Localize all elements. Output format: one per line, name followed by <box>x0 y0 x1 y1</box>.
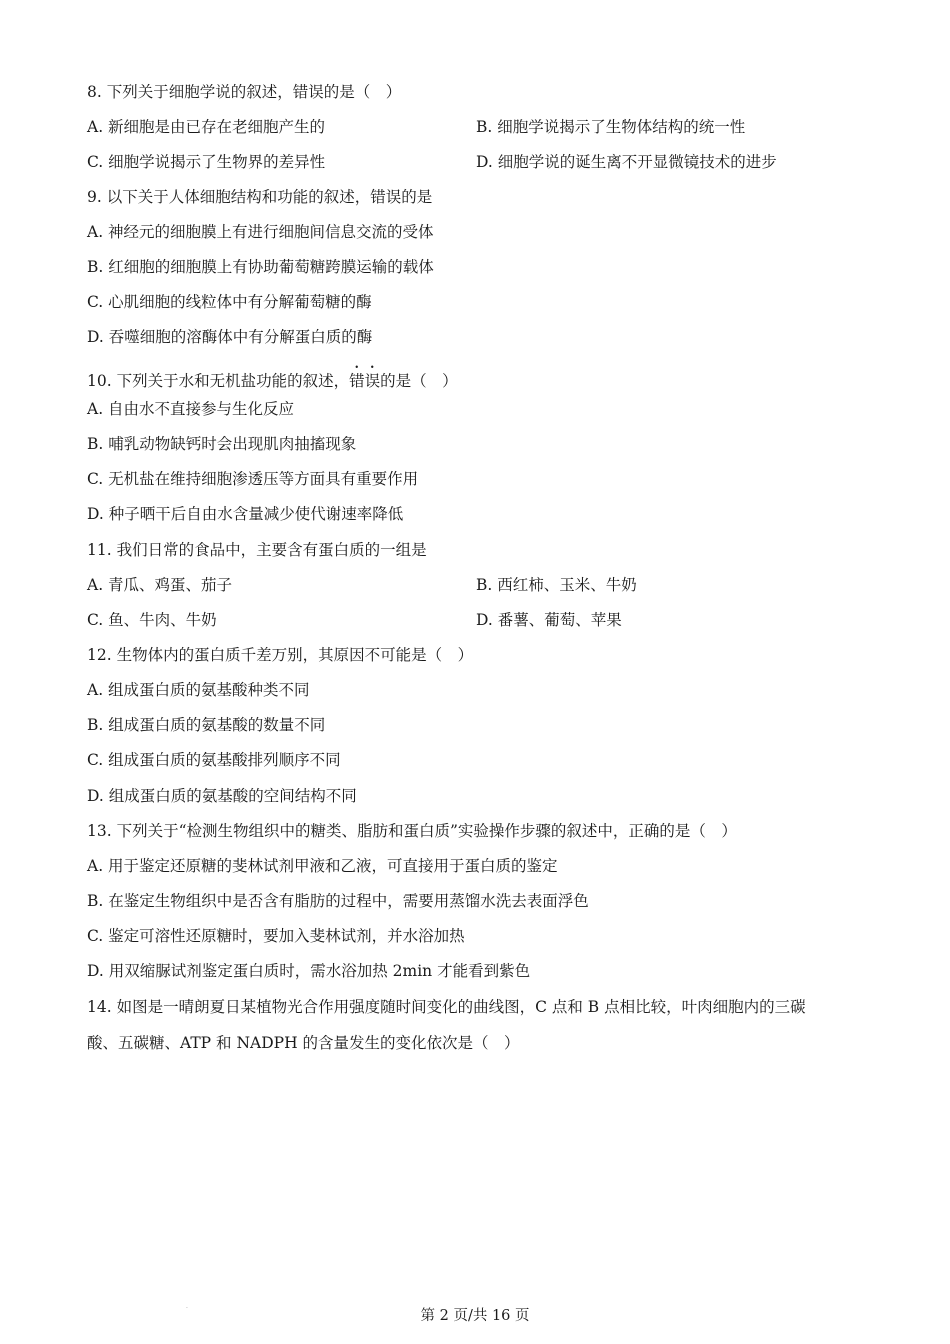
question-12-stem: 12. 生物体内的蛋白质千差万别，其原因不可能是（ ） <box>87 646 474 664</box>
question-8-stem: 8. 下列关于细胞学说的叙述，错误的是（ ） <box>87 83 402 101</box>
question-10-option-b: B. 哺乳动物缺钙时会出现肌肉抽搐现象 <box>87 435 357 453</box>
question-11-option-a: A. 青瓜、鸡蛋、茄子 <box>87 576 233 594</box>
question-11-stem: 11. 我们日常的食品中，主要含有蛋白质的一组是 <box>87 541 427 559</box>
question-13-option-a: A. 用于鉴定还原糖的斐林试剂甲液和乙液，可直接用于蛋白质的鉴定 <box>87 857 558 875</box>
question-10-stem <box>87 363 458 391</box>
question-9-option-d: D. 吞噬细胞的溶酶体中有分解蛋白质的酶 <box>87 328 373 346</box>
question-10-stem-after: 的是（ ） <box>380 372 458 390</box>
question-9-option-a: A. 神经元的细胞膜上有进行细胞间信息交流的受体 <box>87 223 434 241</box>
question-10-stem-before: 10. 下列关于水和无机盐功能的叙述， <box>87 372 350 390</box>
question-13-option-d: D. 用双缩脲试剂鉴定蛋白质时，需水浴加热 2min 才能看到紫色 <box>87 962 531 980</box>
question-10-option-c: C. 无机盐在维持细胞渗透压等方面具有重要作用 <box>87 470 419 488</box>
question-8-option-c: C. 细胞学说揭示了生物界的差异性 <box>87 153 326 171</box>
question-9-option-c: C. 心肌细胞的线粒体中有分解葡萄糖的酶 <box>87 293 372 311</box>
question-13-option-b: B. 在鉴定生物组织中是否含有脂肪的过程中，需要用蒸馏水洗去表面浮色 <box>87 892 589 910</box>
question-10-option-a: A. 自由水不直接参与生化反应 <box>87 400 295 418</box>
question-10-stem-emphasis: 错误 <box>349 372 381 390</box>
question-12-option-c: C. 组成蛋白质的氨基酸排列顺序不同 <box>87 751 341 769</box>
question-9-option-b: B. 红细胞的细胞膜上有协助葡萄糖跨膜运输的载体 <box>87 258 434 276</box>
question-13-stem: 13. 下列关于“检测生物组织中的糖类、脂肪和蛋白质”实验操作步骤的叙述中，正确的是（ ） <box>87 822 737 840</box>
question-11-option-b: B. 西红柿、玉米、牛奶 <box>476 576 637 594</box>
question-8-option-b: B. 细胞学说揭示了生物体结构的统一性 <box>476 118 746 136</box>
page-number-footer: 第 2 页/共 16 页 <box>420 1308 530 1324</box>
question-9-stem: 9. 以下关于人体细胞结构和功能的叙述，错误的是 <box>87 188 433 206</box>
question-14-stem-line-1: 14. 如图是一晴朗夏日某植物光合作用强度随时间变化的曲线图，C 点和 B 点相比较，叶肉细胞内的三碳 <box>87 998 806 1016</box>
question-11-option-d: D. 番薯、葡萄、苹果 <box>476 611 622 629</box>
stray-dot-decoration: · <box>186 1305 188 1312</box>
question-8-option-d: D. 细胞学说的诞生离不开显微镜技术的进步 <box>476 153 777 171</box>
question-13-option-c: C. 鉴定可溶性还原糖时，要加入斐林试剂，并水浴加热 <box>87 927 465 945</box>
question-8-option-a: A. 新细胞是由已存在老细胞产生的 <box>87 118 326 136</box>
question-10-option-d: D. 种子晒干后自由水含量减少使代谢速率降低 <box>87 505 404 523</box>
question-12-option-d: D. 组成蛋白质的氨基酸的空间结构不同 <box>87 787 357 805</box>
question-12-option-a: A. 组成蛋白质的氨基酸种类不同 <box>87 681 310 699</box>
question-11-option-c: C. 鱼、牛肉、牛奶 <box>87 611 217 629</box>
question-12-option-b: B. 组成蛋白质的氨基酸的数量不同 <box>87 716 326 734</box>
question-14-stem-line-2: 酸、五碳糖、ATP 和 NADPH 的含量发生的变化依次是（ ） <box>87 1034 520 1052</box>
